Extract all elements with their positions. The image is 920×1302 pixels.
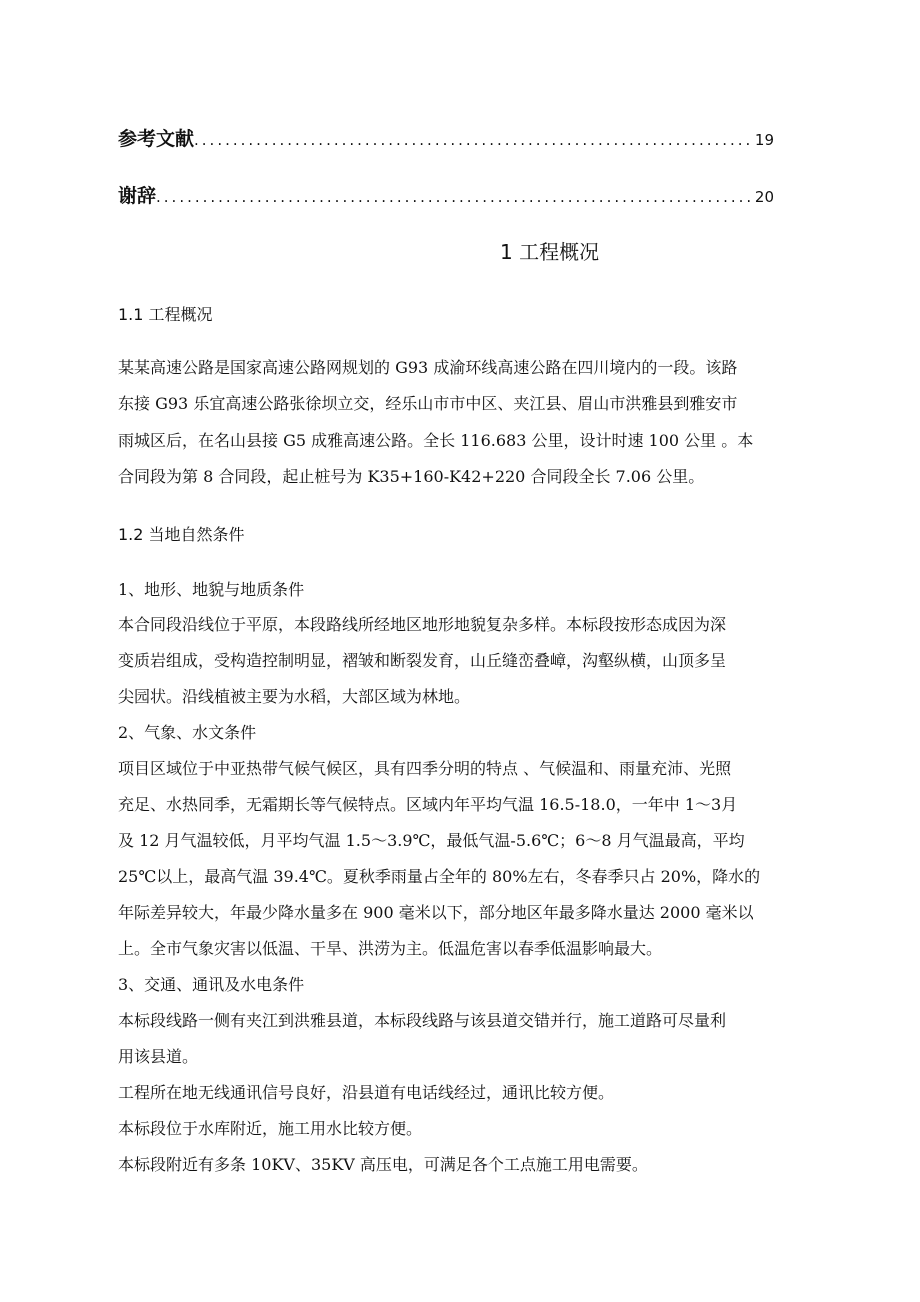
paragraph-line: 变质岩组成，受构造控制明显，褶皱和断裂发育，山丘缝峦叠嶂，沟壑纵横，山顶多呈 bbox=[118, 651, 727, 670]
paragraph-line: 本标段线路一侧有夹江到洪雅县道，本标段线路与该县道交错并行，施工道路可尽量利 bbox=[118, 1011, 727, 1030]
subsection-heading: 2、气象、水文条件 bbox=[118, 723, 257, 742]
toc-entry-title: 参考文献 bbox=[118, 128, 195, 150]
toc-entry-page: 19 bbox=[754, 131, 774, 149]
paragraph-line: 用该县道。 bbox=[118, 1047, 199, 1066]
paragraph-line: 上。全市气象灾害以低温、干旱、洪涝为主。低温危害以春季低温影响最大。 bbox=[118, 939, 663, 958]
subsection-heading: 1、地形、地貌与地质条件 bbox=[118, 580, 305, 599]
toc-entry-title: 谢辞 bbox=[118, 185, 157, 207]
paragraph-line: 25℃以上，最高气温 39.4℃。夏秋季雨量占全年的 80%左右，冬春季只占 20%，降水的 bbox=[118, 867, 761, 886]
paragraph-line: 年际差异较大，年最少降水量多在 900 毫米以下，部分地区年最多降水量达 2000 毫米以 bbox=[118, 903, 754, 922]
section-heading: 1.2 当地自然条件 bbox=[118, 525, 245, 544]
toc-entry-acknowledgements[interactable] bbox=[118, 181, 774, 208]
paragraph-line: 项目区域位于中亚热带气候气候区，具有四季分明的特点 、气候温和、雨量充沛、光照 bbox=[118, 759, 732, 778]
paragraph-line: 本合同段沿线位于平原，本段路线所经地区地形地貌复杂多样。本标段按形态成因为深 bbox=[118, 615, 727, 634]
toc-entry-references[interactable] bbox=[118, 124, 774, 151]
paragraph-line: 本标段位于水库附近，施工用水比较方便。 bbox=[118, 1119, 423, 1138]
paragraph-line: 尖园状。沿线植被主要为水稻，大部区域为林地。 bbox=[118, 687, 471, 706]
paragraph-line: 东接 G93 乐宜高速公路张徐坝立交，经乐山市市中区、夹江县、眉山市洪雅县到雅安市 bbox=[118, 394, 738, 413]
paragraph-line: 雨城区后，在名山县接 G5 成雅高速公路。全长 116.683 公里，设计时速 100 公里 。本 bbox=[118, 431, 754, 450]
paragraph-line: 本标段附近有多条 10KV、35KV 高压电，可满足各个工点施工用电需要。 bbox=[118, 1155, 648, 1174]
toc-entry-page: 20 bbox=[754, 188, 774, 206]
paragraph-line: 某某高速公路是国家高速公路网规划的 G93 成渝环线高速公路在四川境内的一段。该路 bbox=[118, 358, 738, 377]
paragraph-line: 合同段为第 8 合同段，起止桩号为 K35+160-K42+220 合同段全长 7.06 公里。 bbox=[118, 467, 705, 486]
paragraph-line: 工程所在地无线通讯信号良好，沿县道有电话线经过，通讯比较方便。 bbox=[118, 1083, 615, 1102]
paragraph-line: 及 12 月气温较低，月平均气温 1.5～3.9℃，最低气温-5.6℃；6～8 月气温最高，平均 bbox=[118, 831, 745, 850]
chapter-title: 1 工程概况 bbox=[500, 240, 600, 264]
section-heading: 1.1 工程概况 bbox=[118, 305, 213, 324]
toc-leader-dots bbox=[156, 188, 753, 206]
toc-leader-dots bbox=[194, 131, 753, 149]
subsection-heading: 3、交通、通讯及水电条件 bbox=[118, 975, 305, 994]
paragraph-line: 充足、水热同季，无霜期长等气候特点。区域内年平均气温 16.5-18.0，一年中 1～3月 bbox=[118, 795, 738, 814]
